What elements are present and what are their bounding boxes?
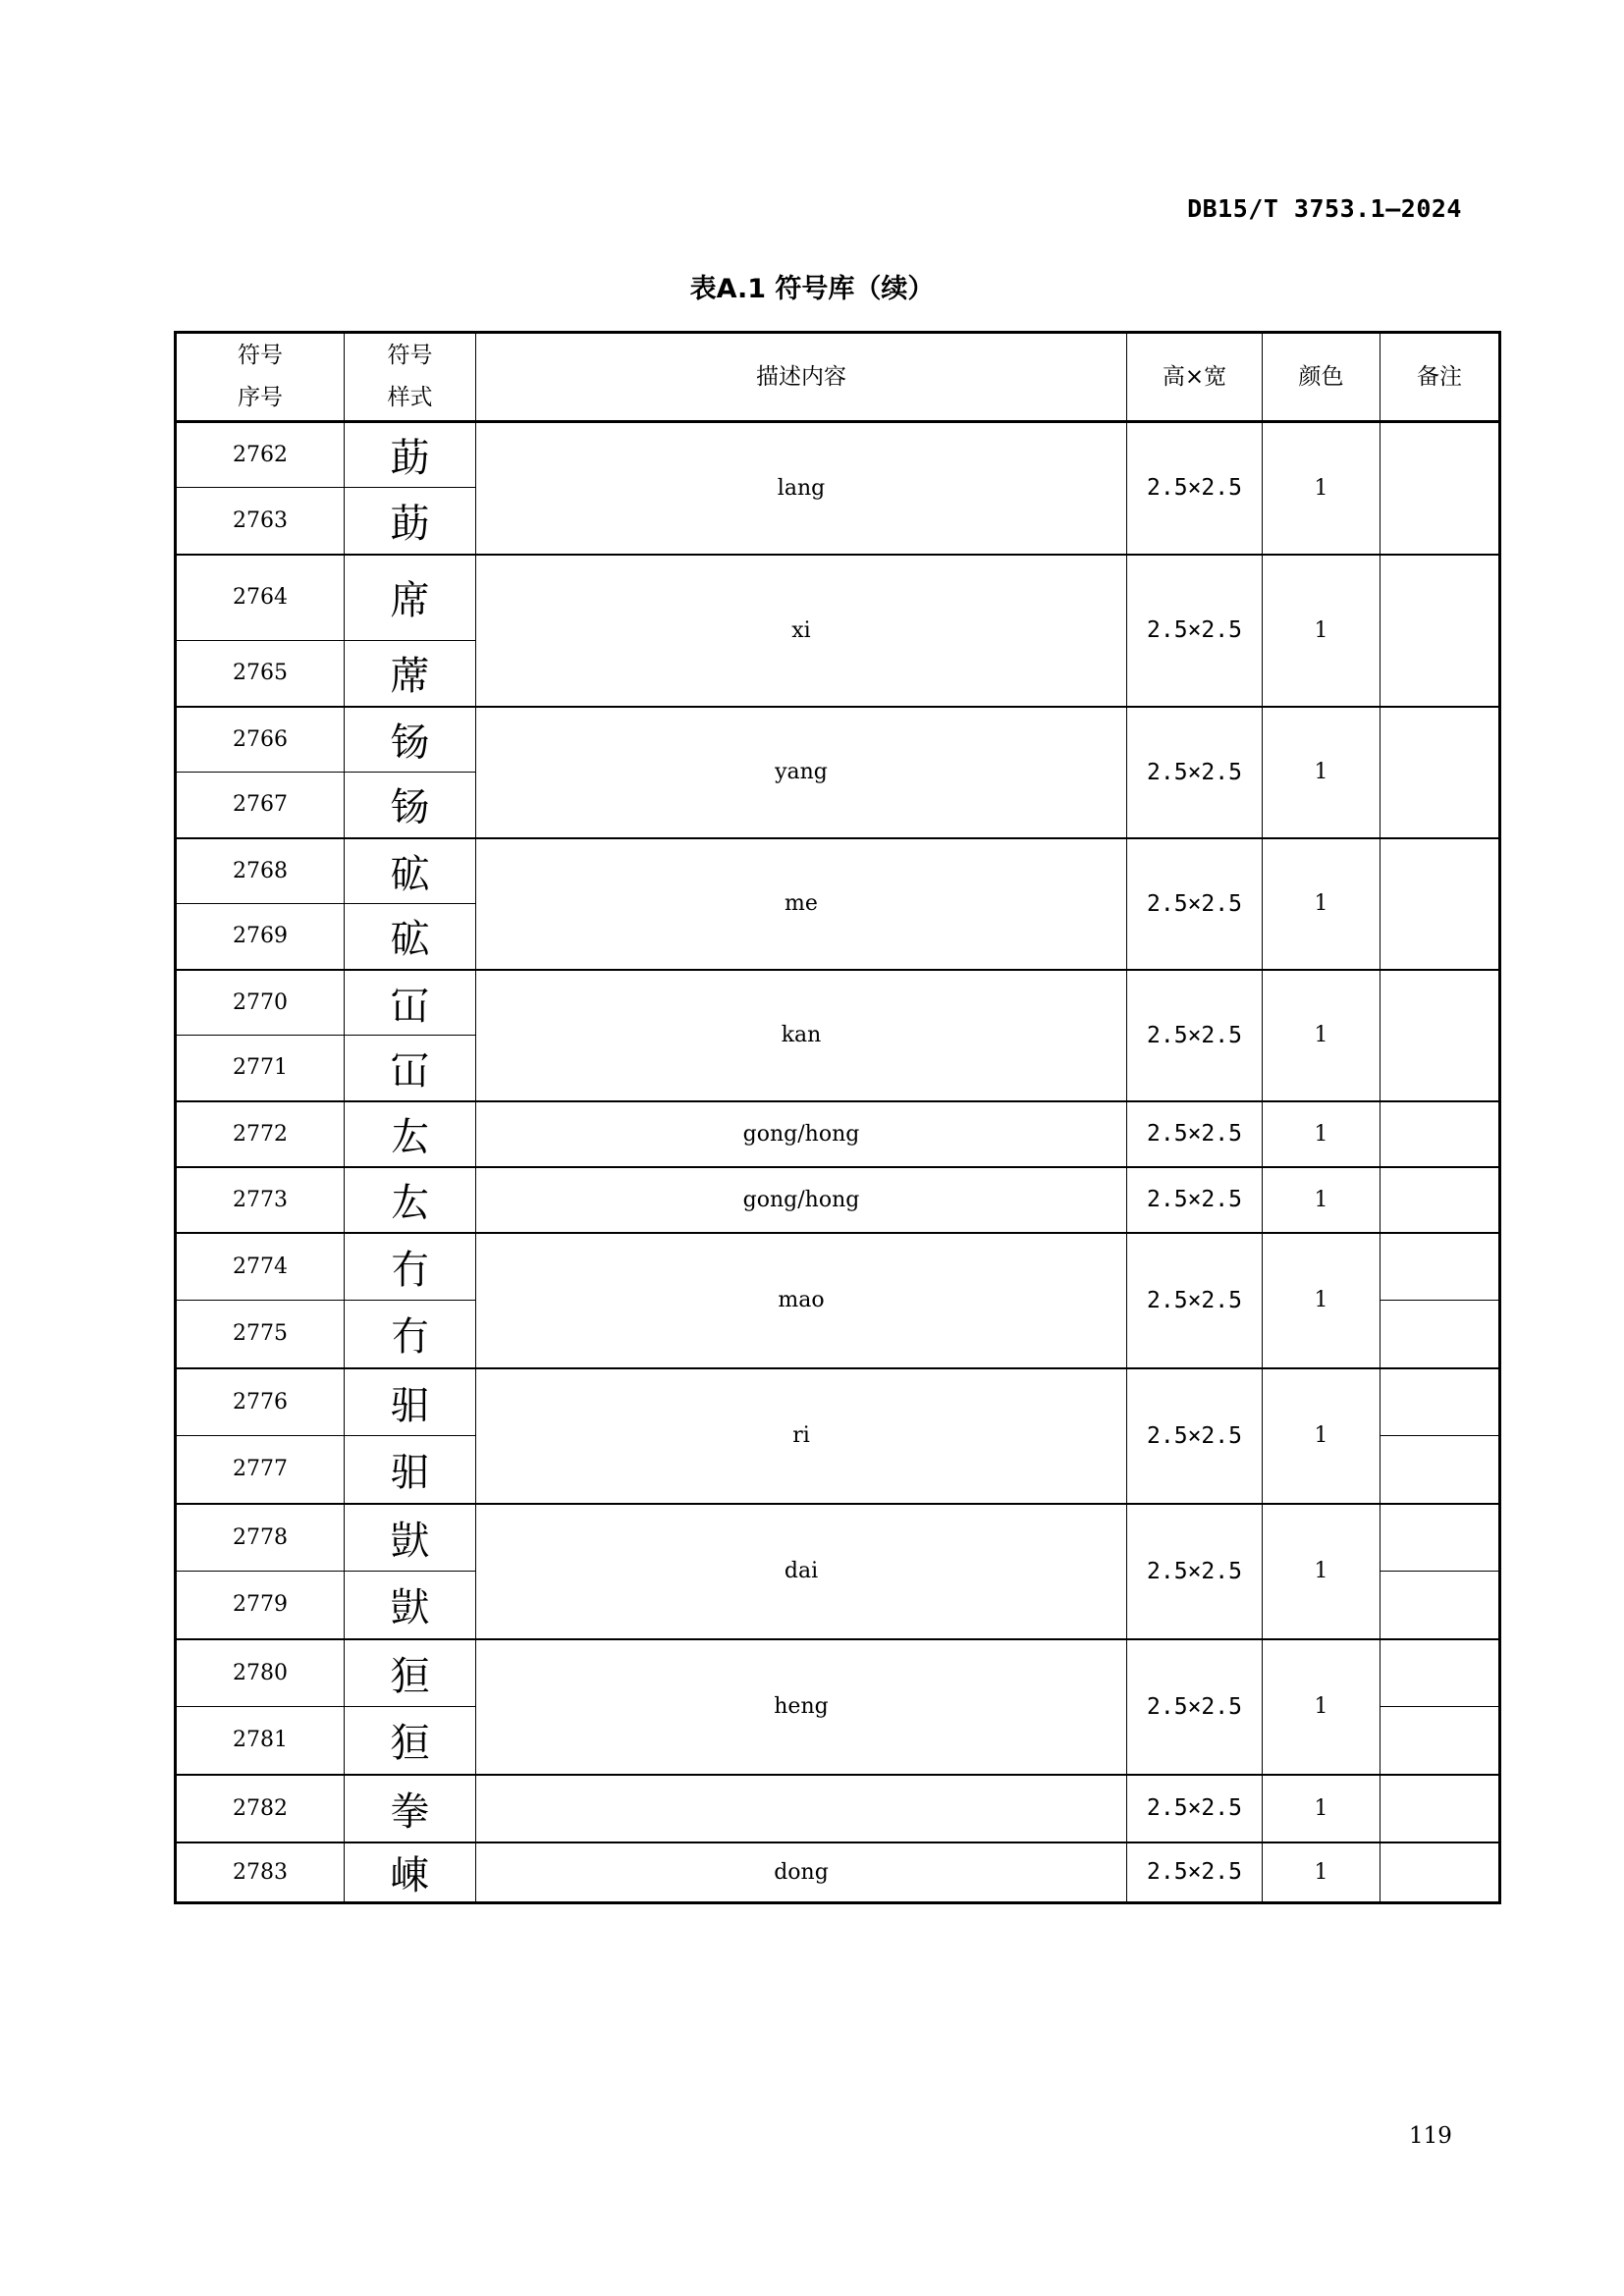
header-color: 颜色 [1263,333,1380,422]
symbol-color: 1 [1263,970,1380,1101]
symbol-glyph: 冇 [345,1233,476,1301]
table-row [176,1504,1500,1572]
table-row [176,422,1500,488]
symbol-glyph: 莇 [345,422,476,488]
symbol-description: dong [476,1842,1127,1903]
header-seq: 符号 序号 [176,333,345,422]
symbol-number: 2779 [176,1572,345,1639]
table-row [176,555,1500,641]
symbol-glyph: 驲 [345,1368,476,1436]
table-row [176,1233,1500,1301]
symbol-glyph: 驲 [345,1436,476,1504]
symbol-glyph: 冇 [345,1301,476,1368]
header-desc: 描述内容 [476,333,1127,422]
symbol-number: 2766 [176,707,345,773]
symbol-size: 2.5×2.5 [1127,1233,1263,1368]
symbol-number: 2780 [176,1639,345,1707]
symbol-glyph: 獃 [345,1504,476,1572]
table-row [176,1167,1500,1233]
symbol-description: ri [476,1368,1127,1504]
symbol-table [174,331,1501,1904]
symbol-size: 2.5×2.5 [1127,1842,1263,1903]
symbol-note [1380,970,1500,1101]
symbol-glyph: 砿 [345,838,476,904]
symbol-note [1380,1233,1500,1301]
header-size: 高×宽 [1127,333,1263,422]
symbol-note [1380,1368,1500,1436]
symbol-description: heng [476,1639,1127,1775]
symbol-size: 2.5×2.5 [1127,838,1263,970]
symbol-note [1380,1775,1500,1842]
symbol-color: 1 [1263,422,1380,555]
symbol-glyph: 钖 [345,707,476,773]
symbol-size: 2.5×2.5 [1127,1101,1263,1167]
symbol-description: me [476,838,1127,970]
symbol-number: 2775 [176,1301,345,1368]
symbol-description: lang [476,422,1127,555]
symbol-glyph: 钖 [345,773,476,838]
symbol-number: 2776 [176,1368,345,1436]
header-note: 备注 [1380,333,1500,422]
symbol-number: 2762 [176,422,345,488]
table-header-row [176,333,1500,422]
symbol-size: 2.5×2.5 [1127,1368,1263,1504]
table-row [176,1842,1500,1903]
document-code: DB15/T 3753.1—2024 [1187,194,1462,223]
symbol-description: kan [476,970,1127,1101]
symbol-color: 1 [1263,707,1380,838]
symbol-number: 2774 [176,1233,345,1301]
symbol-size: 2.5×2.5 [1127,707,1263,838]
page-number: 119 [1409,2123,1452,2149]
symbol-description: mao [476,1233,1127,1368]
symbol-note [1380,555,1500,707]
symbol-glyph: 冚 [345,970,476,1036]
symbol-glyph: 厷 [345,1101,476,1167]
symbol-color: 1 [1263,1167,1380,1233]
symbol-description [476,1775,1127,1842]
symbol-note [1380,1707,1500,1775]
symbol-color: 1 [1263,555,1380,707]
table-title: 表A.1 符号库（续） [689,274,935,304]
symbol-glyph: 拳 [345,1775,476,1842]
symbol-number: 2765 [176,641,345,707]
table-row [176,1101,1500,1167]
symbol-glyph: 狟 [345,1639,476,1707]
symbol-number: 2767 [176,773,345,838]
symbol-glyph: 獃 [345,1572,476,1639]
table-row [176,1775,1500,1842]
symbol-note [1380,1504,1500,1572]
symbol-color: 1 [1263,1639,1380,1775]
symbol-note [1380,1639,1500,1707]
symbol-color: 1 [1263,838,1380,970]
table-row [176,838,1500,904]
symbol-description: xi [476,555,1127,707]
symbol-note [1380,838,1500,970]
symbol-number: 2763 [176,488,345,555]
symbol-number: 2769 [176,904,345,970]
symbol-glyph: 狟 [345,1707,476,1775]
symbol-note [1380,1436,1500,1504]
symbol-note [1380,422,1500,555]
symbol-color: 1 [1263,1233,1380,1368]
symbol-size: 2.5×2.5 [1127,422,1263,555]
symbol-color: 1 [1263,1368,1380,1504]
table-row [176,1639,1500,1707]
table-row [176,970,1500,1036]
symbol-number: 2770 [176,970,345,1036]
table-row [176,707,1500,773]
symbol-description: dai [476,1504,1127,1639]
symbol-color: 1 [1263,1842,1380,1903]
symbol-color: 1 [1263,1101,1380,1167]
symbol-size: 2.5×2.5 [1127,1639,1263,1775]
symbol-glyph: 莇 [345,488,476,555]
symbol-number: 2783 [176,1842,345,1903]
symbol-size: 2.5×2.5 [1127,1167,1263,1233]
symbol-note [1380,1301,1500,1368]
symbol-color: 1 [1263,1775,1380,1842]
symbol-size: 2.5×2.5 [1127,555,1263,707]
symbol-note [1380,1842,1500,1903]
symbol-number: 2768 [176,838,345,904]
symbol-number: 2773 [176,1167,345,1233]
symbol-glyph: 崠 [345,1842,476,1903]
symbol-glyph: 席 [345,555,476,641]
symbol-description: gong/hong [476,1167,1127,1233]
symbol-note [1380,1167,1500,1233]
symbol-number: 2781 [176,1707,345,1775]
symbol-note [1380,707,1500,838]
symbol-description: yang [476,707,1127,838]
symbol-description: gong/hong [476,1101,1127,1167]
symbol-glyph: 蓆 [345,641,476,707]
symbol-number: 2771 [176,1036,345,1101]
header-style: 符号 样式 [345,333,476,422]
symbol-glyph: 砿 [345,904,476,970]
symbol-number: 2777 [176,1436,345,1504]
symbol-number: 2782 [176,1775,345,1842]
table-row [176,1368,1500,1436]
symbol-number: 2764 [176,555,345,641]
symbol-size: 2.5×2.5 [1127,970,1263,1101]
symbol-size: 2.5×2.5 [1127,1775,1263,1842]
symbol-number: 2772 [176,1101,345,1167]
symbol-glyph: 冚 [345,1036,476,1101]
symbol-glyph: 厷 [345,1167,476,1233]
symbol-number: 2778 [176,1504,345,1572]
symbol-size: 2.5×2.5 [1127,1504,1263,1639]
symbol-note [1380,1572,1500,1639]
symbol-color: 1 [1263,1504,1380,1639]
symbol-note [1380,1101,1500,1167]
